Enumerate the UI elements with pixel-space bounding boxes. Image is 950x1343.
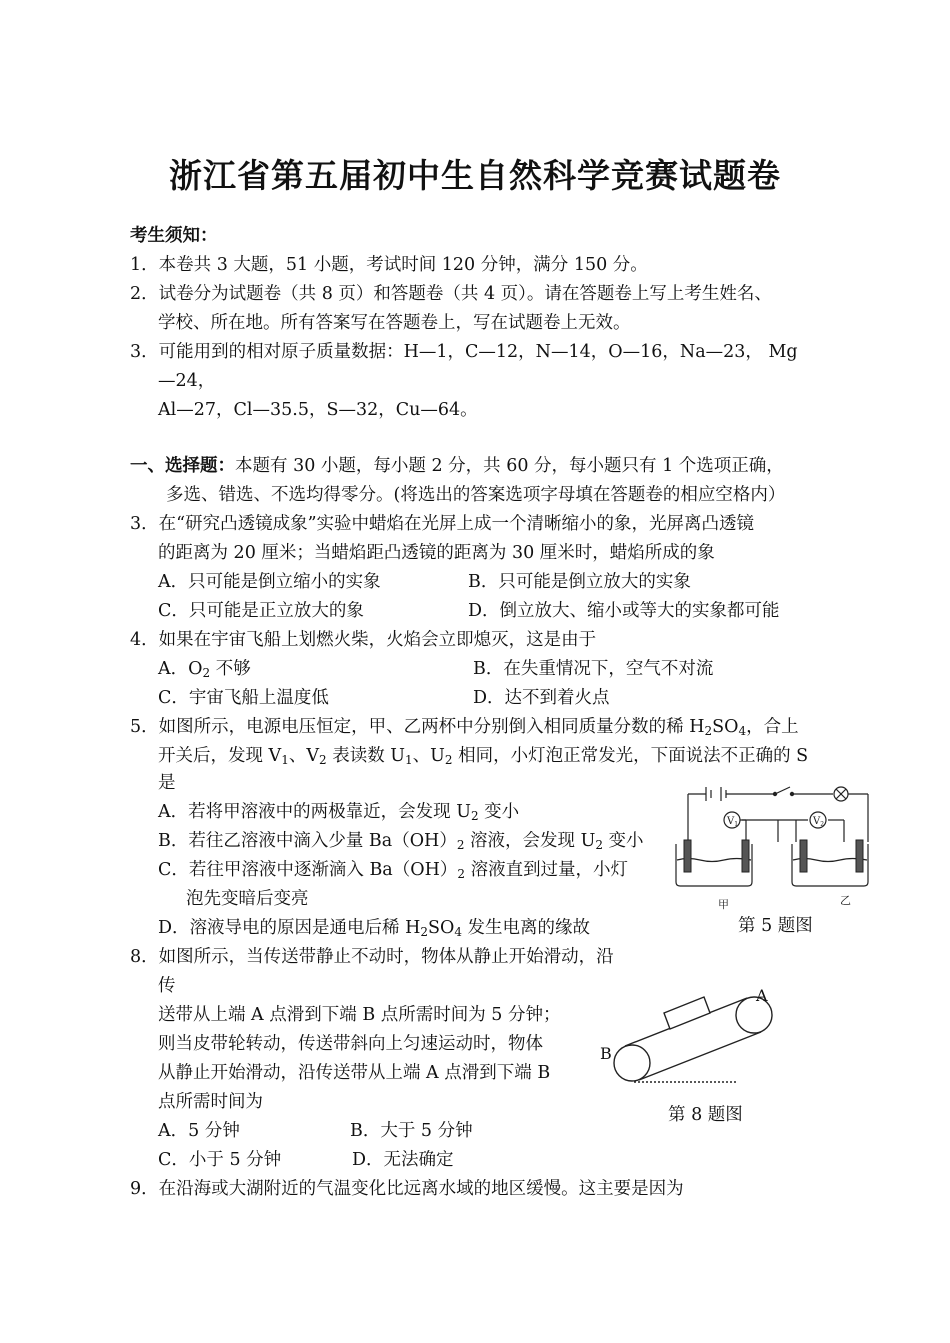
q9-stem: 9．在沿海或大湖附近的气温变化比远离水域的地区缓慢。这主要是因为 xyxy=(130,1179,684,1199)
voltmeter-v2-label: $V_2$ xyxy=(813,816,825,828)
beaker-jia-label: 甲 xyxy=(718,898,729,910)
q3-option-d: D．倒立放大、缩小或等大的实象都可能 xyxy=(468,601,780,621)
pulley-bottom xyxy=(614,1045,650,1081)
q8-stem-f: 点所需时间为 xyxy=(158,1092,263,1112)
q8-option-a: A．5 分钟 xyxy=(158,1121,240,1141)
q5-circuit-figure xyxy=(668,782,888,910)
belt-lower xyxy=(639,1032,761,1080)
q8-stem-d: 则当皮带轮转动，传送带斜向上匀速运动时，物体 xyxy=(158,1034,543,1054)
q8-stem-b: 传 xyxy=(158,976,176,996)
q5-option-d: D．溶液导电的原因是通电后稀 $H_2SO_4$ 发生电离的缘故 xyxy=(158,918,591,939)
q5-option-c-a: C．若往甲溶液中逐渐滴入 $Ba(OH)_2$ 溶液直到过量，小灯 xyxy=(158,860,629,881)
q8-stem-c: 送带从上端 A 点滑到下端 B 点所需时间为 5 分钟； xyxy=(158,1005,561,1025)
voltmeter-v1-label: $V_1$ xyxy=(727,816,739,828)
notice-item-1: 1．本卷共 3 大题，51 小题，考试时间 120 分钟，满分 150 分。 xyxy=(130,255,648,275)
block-object xyxy=(664,997,710,1029)
q4-stem: 4．如果在宇宙飞船上划燃火柴，火焰会立即熄灭，这是由于 xyxy=(130,630,597,650)
q3-option-a: A．只可能是倒立缩小的实象 xyxy=(158,572,381,592)
q5-stem-c: 是 xyxy=(158,773,176,793)
notice-item-3b: —24， xyxy=(158,371,216,391)
section1-desc-b: 多选、错选、不选均得零分。(将选出的答案选项字母填在答题卷的相应空格内） xyxy=(166,485,786,505)
q5-option-c-b: 泡先变暗后变亮 xyxy=(186,889,309,909)
q5-option-a: A．若将甲溶液中的两极靠近，会发现 $U_2$ 变小 xyxy=(158,802,520,823)
q8-option-d: D．无法确定 xyxy=(352,1150,454,1170)
section1-intro xyxy=(130,455,784,477)
q5-stem-a: 5．如图所示，电源电压恒定，甲、乙两杯中分别倒入相同质量分数的稀 $H_2SO_4$，合上 xyxy=(130,717,799,738)
q4-option-a: A．$O_2$ 不够 xyxy=(158,659,251,680)
q5-figure-caption: 第 5 题图 xyxy=(738,916,813,936)
notice-heading: 考生须知： xyxy=(130,226,218,246)
point-a-label: A xyxy=(756,986,768,1005)
q8-conveyor-figure xyxy=(596,985,786,1095)
q3-option-c: C．只可能是正立放大的象 xyxy=(158,601,364,621)
q3-option-b: B．只可能是倒立放大的实象 xyxy=(468,572,691,592)
q5-stem-b: 开关后，发现 $V_1$、$V_2$ 表读数 $U_1$、$U_2$ 相同，小灯泡正常发光，下面说法不正确的 S xyxy=(158,746,809,767)
electrode-jia-right xyxy=(742,840,749,872)
section1-desc-a: 本题有 30 小题，每小题 2 分，共 60 分，每小题只有 1 个选项正确， xyxy=(235,456,784,476)
notice-item-3c: Al—27，Cl—35.5，S—32，Cu—64。 xyxy=(158,400,478,420)
page-title: 浙江省第五届初中生自然科学竞赛试题卷 xyxy=(169,156,781,195)
notice-item-2a: 2．试卷分为试题卷（共 8 页）和答题卷（共 4 页）。请在答题卷上写上考生姓名、 xyxy=(130,284,772,304)
q8-figure-caption: 第 8 题图 xyxy=(668,1105,743,1125)
beaker-yi-label: 乙 xyxy=(840,894,851,907)
q8-stem-e: 从静止开始滑动，沿传送带从上端 A 点滑到下端 B xyxy=(158,1063,551,1083)
section1-heading: 一、选择题： xyxy=(130,456,235,476)
electrode-yi-right xyxy=(856,840,863,872)
q4-option-d: D．达不到着火点 xyxy=(473,688,610,708)
q5-option-b: B．若往乙溶液中滴入少量 $Ba(OH)_2$ 溶液，会发现 $U_2$ 变小 xyxy=(158,831,644,852)
notice-item-3a: 3．可能用到的相对原子质量数据：H—1，C—12，N—14，O—16，Na—23， Mg xyxy=(130,342,798,362)
q8-option-c: C．小于 5 分钟 xyxy=(158,1150,282,1170)
q4-option-b: B．在失重情况下，空气不对流 xyxy=(473,659,714,679)
q3-stem-a: 3．在“研究凸透镜成象”实验中蜡焰在光屏上成一个清晰缩小的象，光屏离凸透镜 xyxy=(130,514,755,534)
q8-stem-a: 8．如图所示，当传送带静止不动时，物体从静止开始滑动，沿 xyxy=(130,947,614,967)
electrode-jia-left xyxy=(684,840,691,872)
point-b-label: B xyxy=(600,1044,612,1063)
q4-option-c: C．宇宙飞船上温度低 xyxy=(158,688,329,708)
notice-item-2b: 学校、所在地。所有答案写在答题卷上，写在试题卷上无效。 xyxy=(158,313,631,333)
q3-stem-b: 的距离为 20 厘米；当蜡焰距凸透镜的距离为 30 厘米时，蜡焰所成的象 xyxy=(158,543,715,563)
q8-option-b: B．大于 5 分钟 xyxy=(350,1121,473,1141)
electrode-yi-left xyxy=(800,840,807,872)
switch-blade xyxy=(775,787,790,794)
